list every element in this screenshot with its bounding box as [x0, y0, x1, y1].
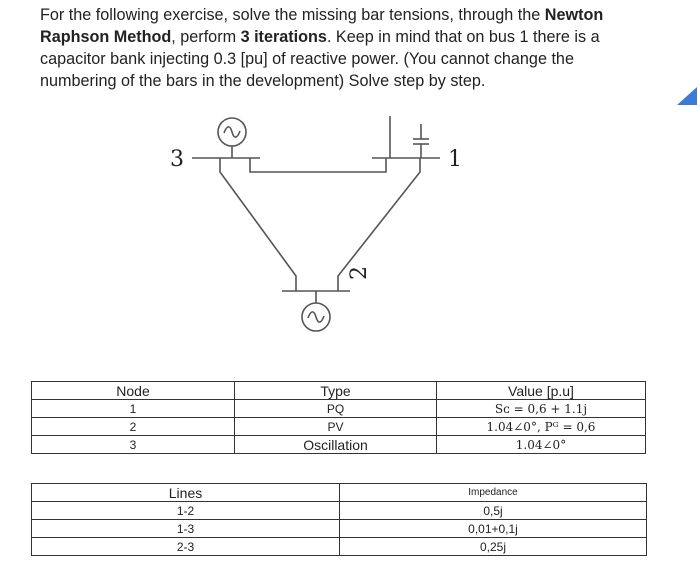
impedance-cell: 0,25j — [340, 538, 647, 556]
table-row — [32, 382, 646, 400]
type-header: Type — [235, 382, 437, 400]
table-row — [32, 418, 646, 436]
node-cell: 1 — [32, 400, 235, 418]
problem-text-3: . Keep in mind that on bus 1 there is a capacitor bank injecting 0.3 [pu] of reactive power. (You cannot change the numbering of the bars in the development) Solve step by step. — [40, 28, 600, 90]
corner-triangle-icon — [676, 86, 698, 106]
table-row — [32, 436, 646, 454]
problem-iterations: 3 iterations — [240, 28, 327, 46]
problem-statement — [40, 4, 640, 92]
node-cell: 2 — [32, 418, 235, 436]
type-cell: Oscillation — [235, 436, 437, 454]
value-cell: 1.04∠0°, Pᴳ = 0,6 — [437, 418, 646, 436]
node-cell: 3 — [32, 436, 235, 454]
lines-header: Lines — [32, 484, 340, 502]
node-table — [31, 381, 646, 454]
type-cell: PV — [235, 418, 437, 436]
line-1-3 — [250, 158, 386, 172]
line-cell: 1-2 — [32, 502, 340, 520]
line-table — [31, 483, 647, 556]
impedance-header: Impedance — [340, 484, 647, 502]
power-system-diagram — [150, 110, 480, 335]
capacitor-icon — [390, 116, 429, 158]
problem-method: Newton Raphson Method — [40, 6, 604, 46]
line-cell: 1-3 — [32, 520, 340, 538]
line-cell: 2-3 — [32, 538, 340, 556]
type-cell: PQ — [235, 400, 437, 418]
impedance-cell: 0,5j — [340, 502, 647, 520]
table-row — [32, 484, 647, 502]
problem-text-2: , perform — [171, 28, 241, 46]
value-cell: Sᴄ = 0,6 + 1.1j — [437, 400, 646, 418]
node-header: Node — [32, 382, 235, 400]
table-row — [32, 502, 647, 520]
bus-3-label: 3 — [170, 147, 184, 172]
table-row — [32, 520, 647, 538]
problem-text-1: For the following exercise, solve the missing bar tensions, through the — [40, 6, 545, 24]
value-cell: 1.04∠0° — [437, 436, 646, 454]
table-row — [32, 400, 646, 418]
value-header: Value [p.u] — [437, 382, 646, 400]
impedance-cell: 0,01+0,1j — [340, 520, 647, 538]
bus-2-label: 2 — [347, 266, 372, 280]
bus-1-label: 1 — [448, 147, 462, 172]
generator-icon — [302, 303, 330, 331]
generator-icon — [218, 118, 246, 146]
line-2-3 — [220, 158, 296, 291]
table-row — [32, 538, 647, 556]
